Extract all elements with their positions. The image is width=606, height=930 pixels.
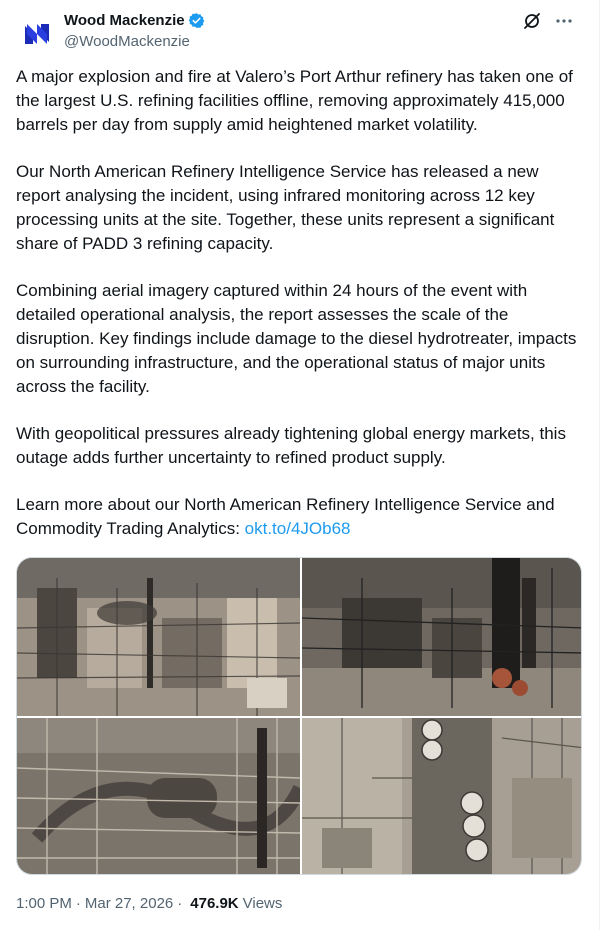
author-avatar[interactable]: [17, 14, 57, 54]
verified-badge-icon: [188, 12, 205, 29]
tweet-paragraph-5-text: Learn more about our North American Refinery Intelligence Service and Commodity Trading Analytics:: [16, 495, 555, 538]
column-border: [599, 0, 606, 930]
media-grid: [16, 557, 582, 875]
wood-mackenzie-logo-icon: [23, 22, 51, 46]
more-options-icon[interactable]: [553, 10, 575, 32]
refinery-photo-2[interactable]: [302, 558, 582, 716]
tweet-paragraph-2: Our North American Refinery Intelligence Service has released a new report analysing the incident, using infrared monitoring across 12 key processing units at the site. Together, these units represent a significant share of PADD 3 refining capacity.: [16, 162, 555, 253]
tweet-paragraph-4: With geopolitical pressures already tightening global energy markets, this outage adds further uncertainty to refined product supply.: [16, 424, 566, 467]
refinery-photo-1[interactable]: [17, 558, 300, 716]
tweet-paragraph-1: A major explosion and fire at Valero’s Port Arthur refinery has taken one of the largest U.S. refining facilities offline, removing approximately 415,000 barrels per day from supply amid heightened market volatility.: [16, 67, 573, 134]
author-handle[interactable]: @WoodMackenzie: [64, 33, 190, 50]
author-display-name[interactable]: Wood Mackenzie: [64, 12, 185, 29]
tweet-paragraph-5: [16, 493, 586, 541]
tweet-header: [0, 0, 599, 60]
tweet-link[interactable]: okt.to/4JOb68: [244, 519, 351, 538]
meta-separator: ·: [177, 895, 183, 912]
tweet-time[interactable]: 1:00 PM: [16, 895, 72, 912]
tweet-body: [16, 65, 586, 564]
views-label: Views: [242, 895, 283, 912]
tweet-paragraph-3: Combining aerial imagery captured within 24 hours of the event with detailed operational analysis, the report assesses the scale of the disruption. Key findings include damage to the diesel hydrotreater, impacts on surrounding infrastructure, and the operational status of major units across the facility.: [16, 281, 577, 396]
views-count: 476.9K: [190, 895, 239, 912]
refinery-photo-3[interactable]: [17, 718, 300, 875]
meta-separator: ·: [75, 895, 81, 912]
refinery-photo-4[interactable]: [302, 718, 582, 875]
tweet-date[interactable]: Mar 27, 2026: [84, 895, 174, 912]
grok-icon[interactable]: [521, 10, 543, 32]
tweet-meta: [16, 895, 282, 912]
